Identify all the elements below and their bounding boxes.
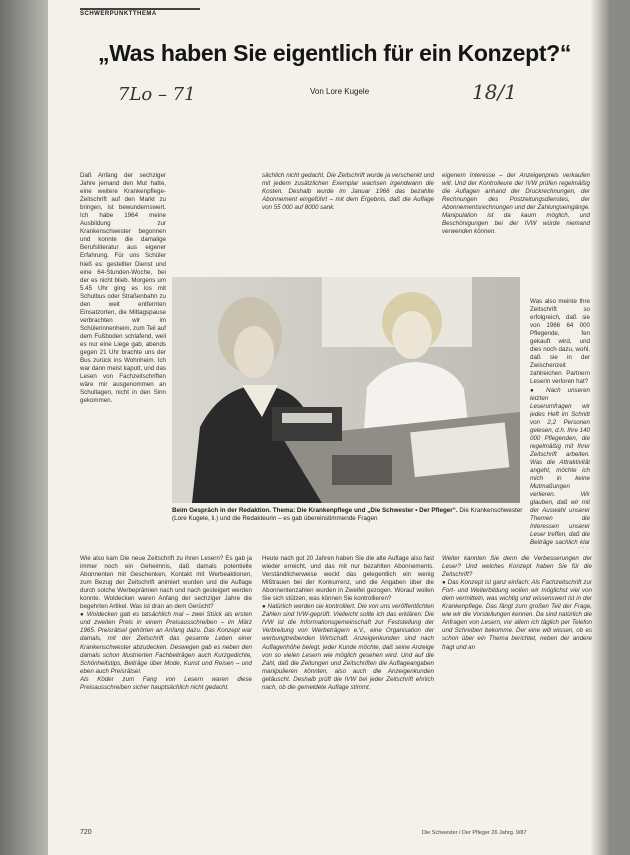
paragraph: ● Das Konzept ist ganz einfach: Als Fachzeitschrift zur Fort- und Weiterbildung wollen wir möglichst viel von dem vermitteln, was wichtig und wissenswert ist in der Krankenpflege. Das fängt zum großen Teil der Frage, wie wir die Vorstellungen kennen. Da sind natürlich die Anfragen von Lesern, vor allem ich täglich per Telefon und Schreiben bekomme. Der eine will wissen, ob es schon über ein Thema berichtet, neben der andere fragt und an: [442, 579, 592, 651]
byline: Von Lore Kugele: [310, 87, 370, 96]
photo-illustration: [172, 277, 520, 503]
column-1-top: [80, 172, 166, 552]
page-edge-shadow: [590, 0, 610, 855]
paragraph: Was also meinte Ihre Zeitschrift so erfolgreich, daß sie von 1966 64 000 Pflegende, fen gekauft wird, und dies noch dazu, wohl, daß sie in der Zwischenzeit zahlreichen Partnern Leserin verloren hat?: [530, 298, 590, 386]
paragraph: sächlich nicht gedacht. Die Zeitschrift wurde ja verschenkt und mit jedem zusätzlichen Exemplar wachsen irgendwann die Kosten. Deshalb wurde im Januar 1966 das bezahlte Abonnement eingeführt – mit dem Ergebnis, daß die Auflage von 55 000 auf 8000 sank.: [262, 172, 434, 212]
caption-bold: Beim Gespräch in der Redaktion. Thema: Die Krankenpflege und „Die Schwester • Der Pfleger“.: [172, 507, 458, 514]
paragraph: Weiter kannten Sie denn die Verbesserungen der Leser? Und welches Konzept haben Sie für die Zeitschrift?: [442, 555, 592, 579]
paragraph: Wie also kam Die neue Zeitschrift zu ihren Lesern? Es gab ja immer noch ein Geheimnis, daß damals potentielle Abonnenten mit Geschenken, Kontakt mit Werbeaktionen, zum Bezug der Zeitschrift animiert wurden und die Auflage durch solche Werbeprämien nach und nach gesteigert werden konnte. Woldecken waren Anfang der sechziger Jahre die begehrten Artikel. Was ist dran an dem Gerücht?: [80, 555, 252, 611]
column-3-middle: [530, 298, 590, 548]
paragraph: Heute nach gut 20 Jahren haben Sie die alte Auflage also fast wieder erreicht, und das mit nur bezahlten Abonnements. Verständlicherweise weckt das gelegentlich ein wenig Mißtrauen bei der Konkurrenz, und die Angaben über die Abonnentenzahlen wurden in Zweifel gezogen. Worauf wollen Sie sich stützen, was können Sie kontrollieren?: [262, 555, 434, 603]
column-2-top: [262, 172, 434, 247]
paragraph: ● Natürlich werden sie kontrolliert. Die von uns veröffentlichten Zahlen sind IVW-geprüft. Vielleicht sollte ich das erklären: Die IVW ist die Informationsgemeinschaft zur Feststellung der Verbreitung von Werbeträgern e.V., eine Organisation der werbungtreibenden Wirtschaft. Anzeigenkunden sind nach Auflagenhöhe belegt, jeder Kunde möchte, daß seine Anzeige von so vielen Lesern wie möglich gesehen wird. Und auf die Zahl, daß die Zeitungen und Zeitschriften die Auflageangaben manipulieren könnten, also auch die Anzeigenkunden getäuscht. Deshalb prüft die IVW bei jeder Zeitschrift ehrlich nach, ob die gemeldete Auflage stimmt.: [262, 603, 434, 691]
article-headline: „Was haben Sie eigentlich für ein Konzept?“: [98, 40, 572, 66]
page-number: 720: [80, 829, 92, 836]
paragraph: Daß Anfang der sechziger Jahre jemand den Mut hatte, eine weitere Krankenpflege-Zeitschrift auf den Markt zu bringen, ist bewundernswert. Ich habe 1964 meine Ausbildung zur Krankenschwester begonnen und konnte die damalige Berufsliteratur aus eigener Erfahrung. Für uns Schüler hieß es: gestellter Dienst und eine 64-Stunden-Woche, bei der es nicht blieb. Morgens um 5.45 Uhr ging es los mit Schulbus oder Straßenbahn zu den weit entfernten Einsatzorten, die Mittagspause verbrachten wir im Schülerinnenheim, zum Teil auf dem Fußboden schlafend, weil es nur eine Liege gab, abends gegen 21 Uhr brachte uns der Bus zurück ins Wohnheim. Ich war dann meist kaputt, und das Lesen von Fachzeitschriften wäre mir ausgenommen an Schultagen, nicht in den Sinn gekommen.: [80, 172, 166, 405]
interview-photo: [172, 277, 520, 503]
handwritten-note-left: 7Lo – 71: [118, 84, 196, 105]
handwritten-note-right: 18/1: [472, 80, 517, 104]
column-1-bottom: [80, 555, 252, 820]
paragraph: ● Woldecken gab es tatsächlich mal – zwei Stück als ersten und zweiten Preis in einem Preisausschreiben – im März 1965. Preisrätsel gehörten an Anfang dazu. Das Konzept war damals, mit der Zeitschrift das gesamte Leben einer Krankenschwester abzudecken. Deswegen gab es neben den damals schon illustrierten Fachbeiträgen auch Kurzgedichte, Schönheitstips, Beiträge über Mode, Kunst und Reisen – und eben auch Preisrätsel.: [80, 611, 252, 675]
column-3-top: [442, 172, 590, 282]
caption-rest: Die Krankenschwester (Lore Kugele, li.) und die Redakteurin – es gab übereinstimmende Fragen: [172, 507, 523, 522]
page-footer: Die Schwester / Der Pfleger 26 Jahrg. 9/87: [422, 830, 527, 836]
column-3-bottom: [442, 555, 592, 820]
section-rubric: SCHWERPUNKTTHEMA: [80, 8, 200, 17]
scan-binding-shadow: [0, 0, 48, 855]
column-2-bottom: [262, 555, 434, 820]
paragraph: Als Köder zum Fang von Lesern waren diese Preisausschreiben sicher hauptsächlich nicht gedacht.: [80, 675, 252, 691]
paragraph: eigenem Interesse – der Anzeigenpreis verkaufen will. Und der Kontrolleure der IVW prüfen regelmäßig die Auflagen anhand der Druckrechnungen, der Rechnungen des Postzeitungsdienstes, der Abonnementsrechnungen und der Zahlungseingänge. Manipulation ist da kaum möglich, und Beschönigungen bei der IVW würde niemand verwenden können.: [442, 172, 590, 236]
paragraph: ● Nach unseren letzten Leserumfragen wir jedes Heft im Schnitt von 2,2 Personen gelesen, d.h. Ihre 140 000 Pflegenden, die regelmäßig mit Ihrer Zeitschrift arbeiten. Was die Attraktivität angeht, möchte ich mich in keine Mutmaßungen verlieren. Wir glauben, daß wir mit der Auswahl unserer Themen die Interessen unserer Leser treffen, daß die Beiträge sachlich klar: [530, 386, 590, 547]
photo-caption: [172, 507, 524, 523]
